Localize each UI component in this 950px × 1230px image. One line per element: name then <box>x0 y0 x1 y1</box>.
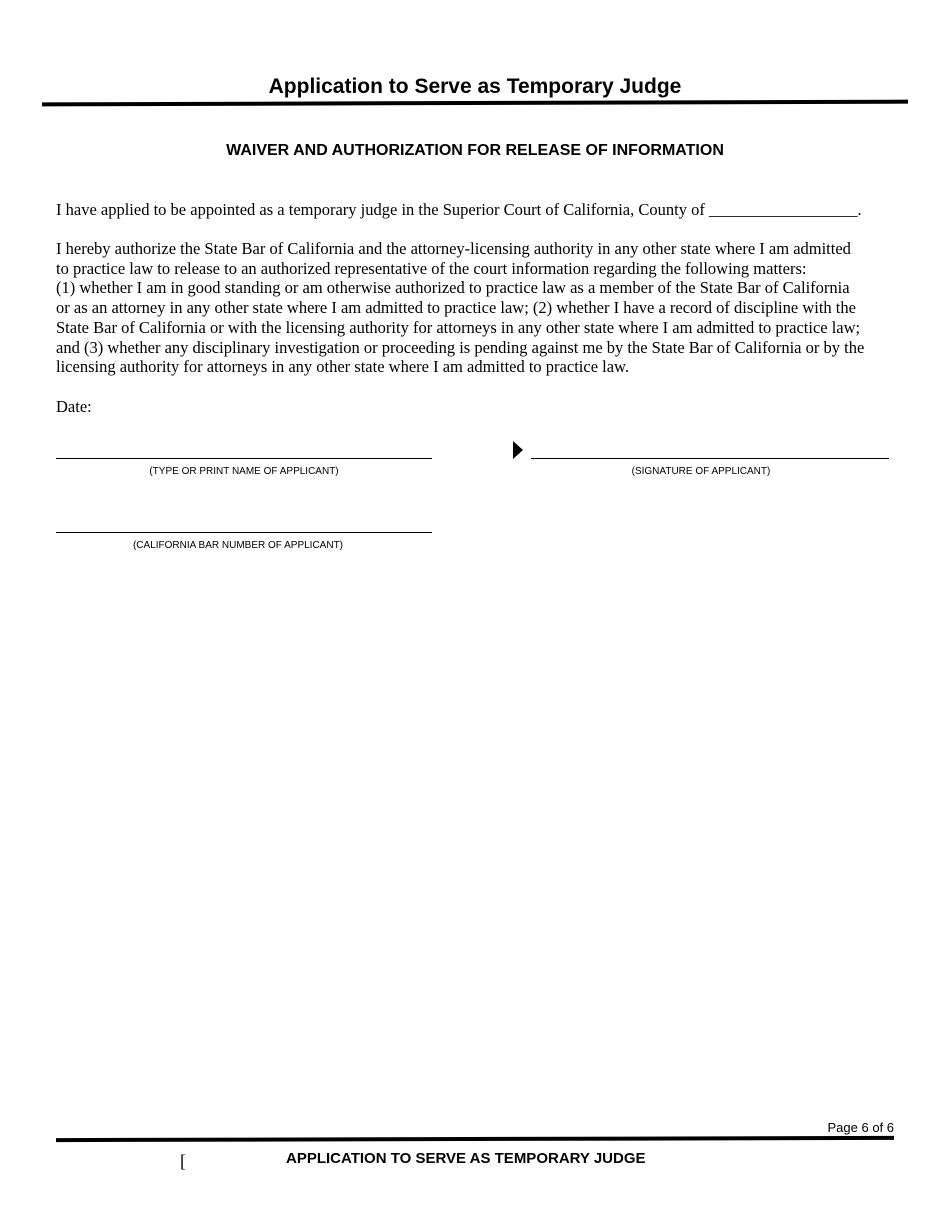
footer-title: APPLICATION TO SERVE AS TEMPORARY JUDGE <box>286 1150 646 1167</box>
authorization-line: to practice law to release to an authorized representative of the court information regarding the following matters: <box>56 258 807 278</box>
arrow-right-icon <box>513 441 523 459</box>
authorization-line: and (3) whether any disciplinary investigation or proceeding is pending against me by the State Bar of California or by the <box>56 337 865 357</box>
authorization-line: or as an attorney in any other state where I am admitted to practice law; (2) whether I have a record of discipline with the <box>56 298 856 318</box>
applicant-name-caption: (TYPE OR PRINT NAME OF APPLICANT) <box>149 466 339 477</box>
footer-divider <box>56 1136 894 1142</box>
applicant-name-field[interactable] <box>56 458 432 459</box>
section-heading: WAIVER AND AUTHORIZATION FOR RELEASE OF INFORMATION <box>226 142 724 159</box>
date-label: Date: <box>56 397 92 416</box>
footer-bracket: [ <box>180 1151 186 1171</box>
page-title: Application to Serve as Temporary Judge <box>268 75 682 98</box>
authorization-line: State Bar of California or with the licensing authority for attorneys in any other state where I am admitted to practice law; <box>56 317 861 337</box>
page-number: Page 6 of 6 <box>827 1120 894 1135</box>
authorization-paragraph <box>56 239 902 377</box>
authorization-line: licensing authority for attorneys in any other state where I am admitted to practice law. <box>56 357 630 377</box>
authorization-line: (1) whether I am in good standing or am otherwise authorized to practice law as a member of the State Bar of California <box>56 278 850 298</box>
authorization-line: I hereby authorize the State Bar of California and the attorney-licensing authority in any other state where I am admitted <box>56 239 851 258</box>
bar-number-field[interactable] <box>56 532 432 533</box>
applicant-signature-caption: (SIGNATURE OF APPLICANT) <box>631 466 771 477</box>
applicant-signature-field[interactable] <box>531 458 889 459</box>
bar-number-caption: (CALIFORNIA BAR NUMBER OF APPLICANT) <box>132 540 344 551</box>
county-statement: I have applied to be appointed as a temporary judge in the Superior Court of California, County of __________________. <box>56 200 862 219</box>
